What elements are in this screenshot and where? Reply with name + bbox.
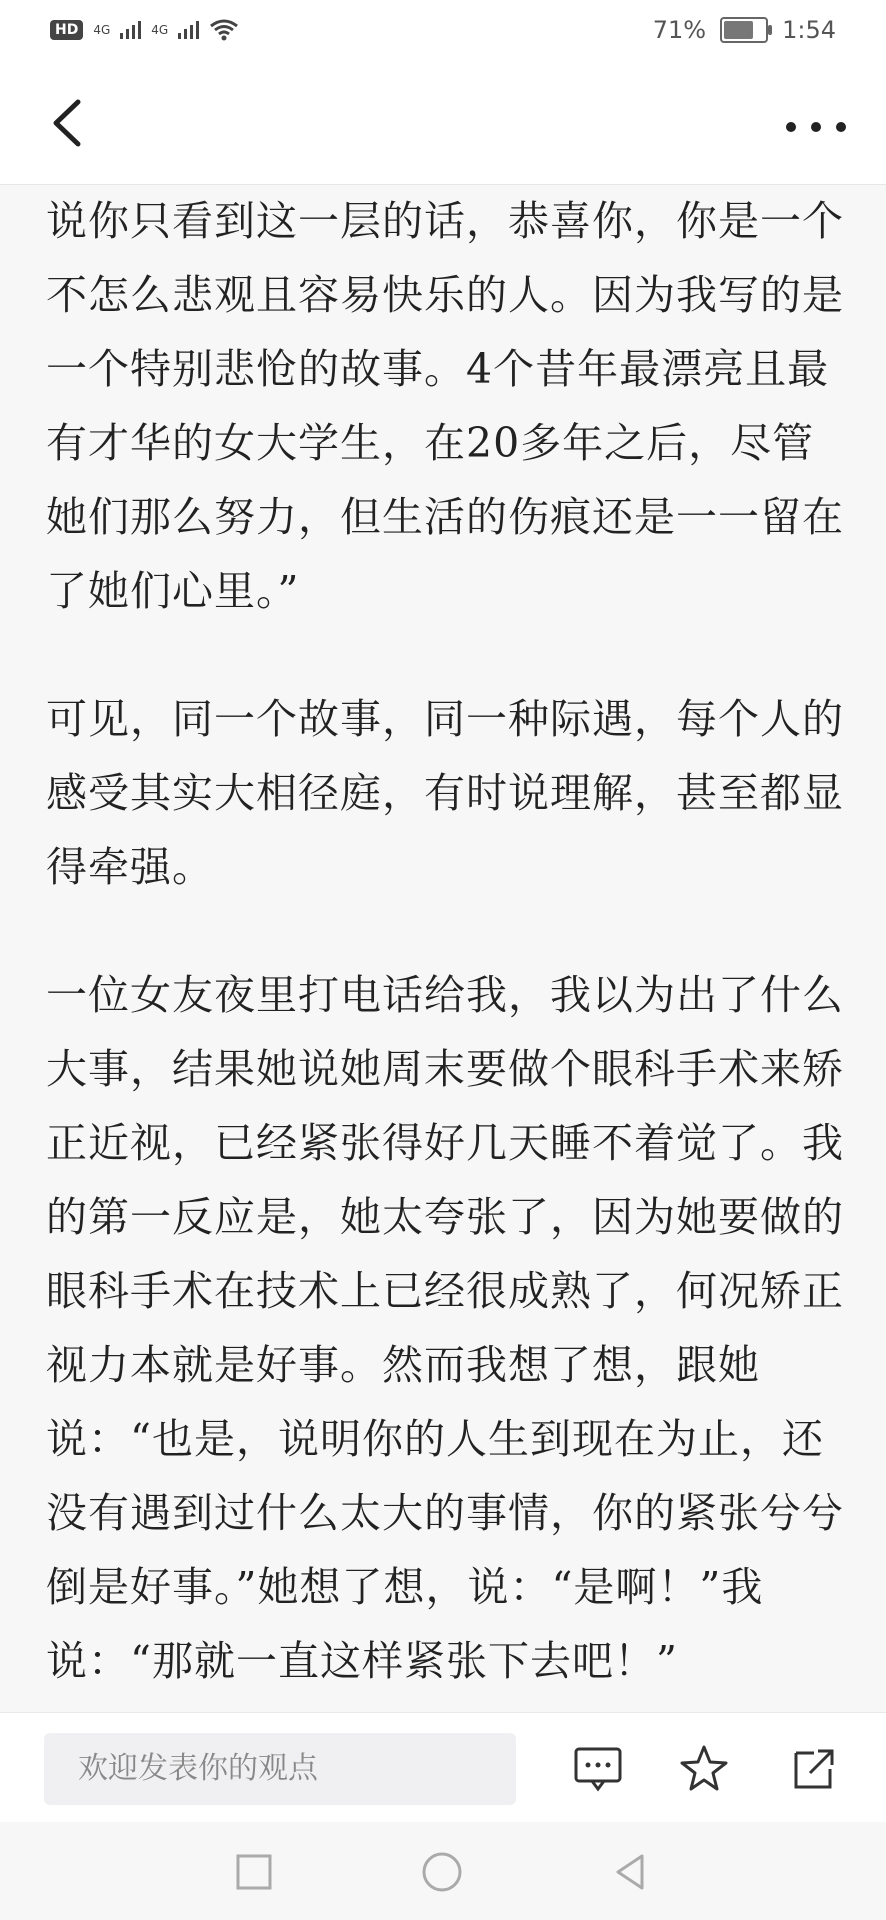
battery-icon [720,17,768,43]
share-icon[interactable] [786,1741,842,1797]
article-body [0,184,886,1712]
system-nav-bar [0,1822,886,1920]
signal-bars-1-icon [120,21,141,39]
top-nav-bar [0,60,886,185]
recent-apps-icon[interactable] [230,1848,278,1896]
comment-input[interactable]: 欢迎发表你的观点 [44,1733,516,1805]
status-left [50,18,239,42]
wifi-icon [209,18,239,42]
paragraph-1: 说你只看到这一层的话，恭喜你，你是一个不怎么悲观且容易快乐的人。因为我写的是一个特别悲怆的故事。4个昔年最漂亮且最有才华的女大学生，在20多年之后，尽管她们那么努力，但生活的伤痕还是一一留在了她们心里。” [46,197,844,615]
hd-badge: HD [50,20,83,40]
network-4g-label-2: 4G [151,23,169,37]
paragraph-3: 一位女友夜里打电话给我，我以为出了什么大事，结果她说她周末要做个眼科手术来矫正近视，已经紧张得好几天睡不着觉了。我的第一反应是，她太夸张了，因为她要做的眼科手术在技术上已经很成熟了，何况矫正视力本就是好事。然而我想了想，跟她说：“也是，说明你的人生到现在为止，还没有遇到过什么太大的事情，你的紧张兮兮倒是好事。”她想了想，说：“是啊！”我说：“那就一直这样紧张下去吧！” [46,971,844,1685]
comment-bar [0,1712,886,1823]
paragraph-2: 可见，同一个故事，同一种际遇，每个人的感受其实大相径庭，有时说理解，甚至都显得牵强。 [46,695,844,891]
signal-bars-2-icon [178,21,199,39]
home-icon[interactable] [418,1848,466,1896]
chevron-left-icon[interactable] [48,98,88,148]
battery-percent: 71% [652,16,707,44]
star-icon[interactable] [676,1741,732,1797]
clock-time: 1:54 [782,16,836,44]
network-4g-label-1: 4G [93,23,111,37]
comment-icon[interactable] [570,1741,626,1797]
status-bar [0,0,886,60]
back-triangle-icon[interactable] [606,1848,654,1896]
more-dots-icon[interactable] [786,122,846,132]
status-right [653,16,836,44]
